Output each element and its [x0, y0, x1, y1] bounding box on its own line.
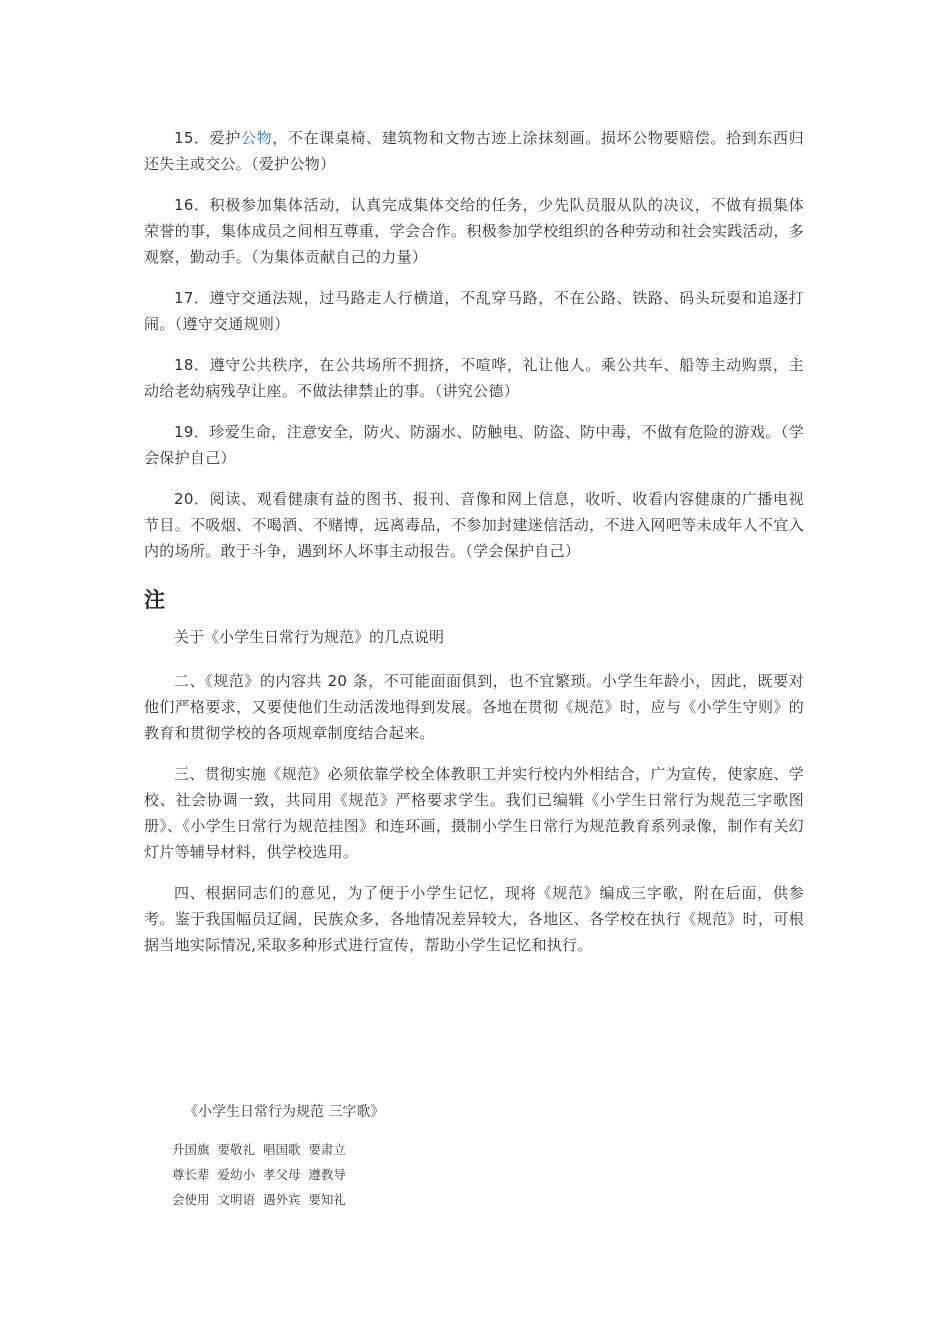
rule-number: 18	[174, 356, 194, 374]
note-paragraph-2: 二、《规范》的内容共 20 条，不可能面面俱到，也不宜繁琐。小学生年龄小，因此，既要对他们严格要求，又要使他们生动活泼地得到发展。各地在贯彻《规范》时，应与《小学生守则》的教育和贯彻学校的各项规章制度结合起来。	[144, 672, 804, 742]
document-body	[144, 125, 804, 973]
rule-17: 17．遵守交通法规，过马路走人行横道，不乱穿马路，不在公路、铁路、码头玩耍和追逐打闹。（遵守交通规则）	[144, 289, 804, 333]
rule-number: 15	[174, 129, 194, 147]
song-line: 升国旗 要敬礼 唱国歌 要肃立	[172, 1142, 346, 1157]
rule-number: 16	[174, 196, 194, 214]
rule-16: 16．积极参加集体活动，认真完成集体交给的任务，少先队员服从队的决议，不做有损集体荣誉的事，集体成员之间相互尊重，学会合作。积极参加学校组织的各种劳动和社会实践活动，多观察，勤动手。（为集体贡献自己的力量）	[144, 196, 804, 266]
note-paragraph-4: 四、根据同志们的意见，为了便于小学生记忆，现将《规范》编成三字歌，附在后面，供参考。鉴于我国幅员辽阔，民族众多，各地情况差异较大，各地区、各学校在执行《规范》时，可根据当地实际情况,采取多种形式进行宣传，帮助小学生记忆和执行。	[144, 884, 804, 954]
public-property-link[interactable]: 公物	[240, 129, 273, 147]
note-heading: 注	[144, 588, 165, 612]
rule-20: 20．阅读、观看健康有益的图书、报刊、音像和网上信息，收听、收看内容健康的广播电视节目。不吸烟、不喝酒、不赌博，远离毒品，不参加封建迷信活动，不进入网吧等未成年人不宜入内的场所。敢于斗争，遇到坏人坏事主动报告。（学会保护自己）	[144, 490, 804, 560]
rule-15: 15．爱护公物，不在课桌椅、建筑物和文物古迹上涂抹刻画。损坏公物要赔偿。拾到东西归还失主或交公。（爱护公物）	[144, 129, 804, 173]
rule-number: 17	[174, 289, 194, 307]
three-character-song	[172, 1101, 572, 1212]
song-line: 尊长辈 爱幼小 孝父母 遵教导	[172, 1167, 346, 1182]
note-paragraph-3: 三、贯彻实施《规范》必须依靠学校全体教职工并实行校内外相结合，广为宣传，使家庭、学校、社会协调一致，共同用《规范》严格要求学生。我们已编辑《小学生日常行为规范三字歌图册》、《小学生日常行为规范挂图》和连环画，摄制小学生日常行为规范教育系列录像，制作有关幻灯片等辅导材料，供学校选用。	[144, 765, 804, 861]
song-title: 《小学生日常行为规范 三字歌》	[184, 1104, 385, 1120]
song-line: 会使用 文明语 遇外宾 要知礼	[172, 1192, 346, 1207]
rule-19: 19．珍爱生命，注意安全，防火、防溺水、防触电、防盗、防中毒，不做有危险的游戏。（学会保护自己）	[144, 423, 804, 467]
rule-number: 20	[174, 490, 194, 508]
rule-number: 19	[174, 423, 194, 441]
note-title: 关于《小学生日常行为规范》的几点说明	[174, 628, 445, 646]
rule-18: 18．遵守公共秩序，在公共场所不拥挤，不喧哗，礼让他人。乘公共车、船等主动购票，主动给老幼病残孕让座。不做法律禁止的事。（讲究公德）	[144, 356, 804, 400]
